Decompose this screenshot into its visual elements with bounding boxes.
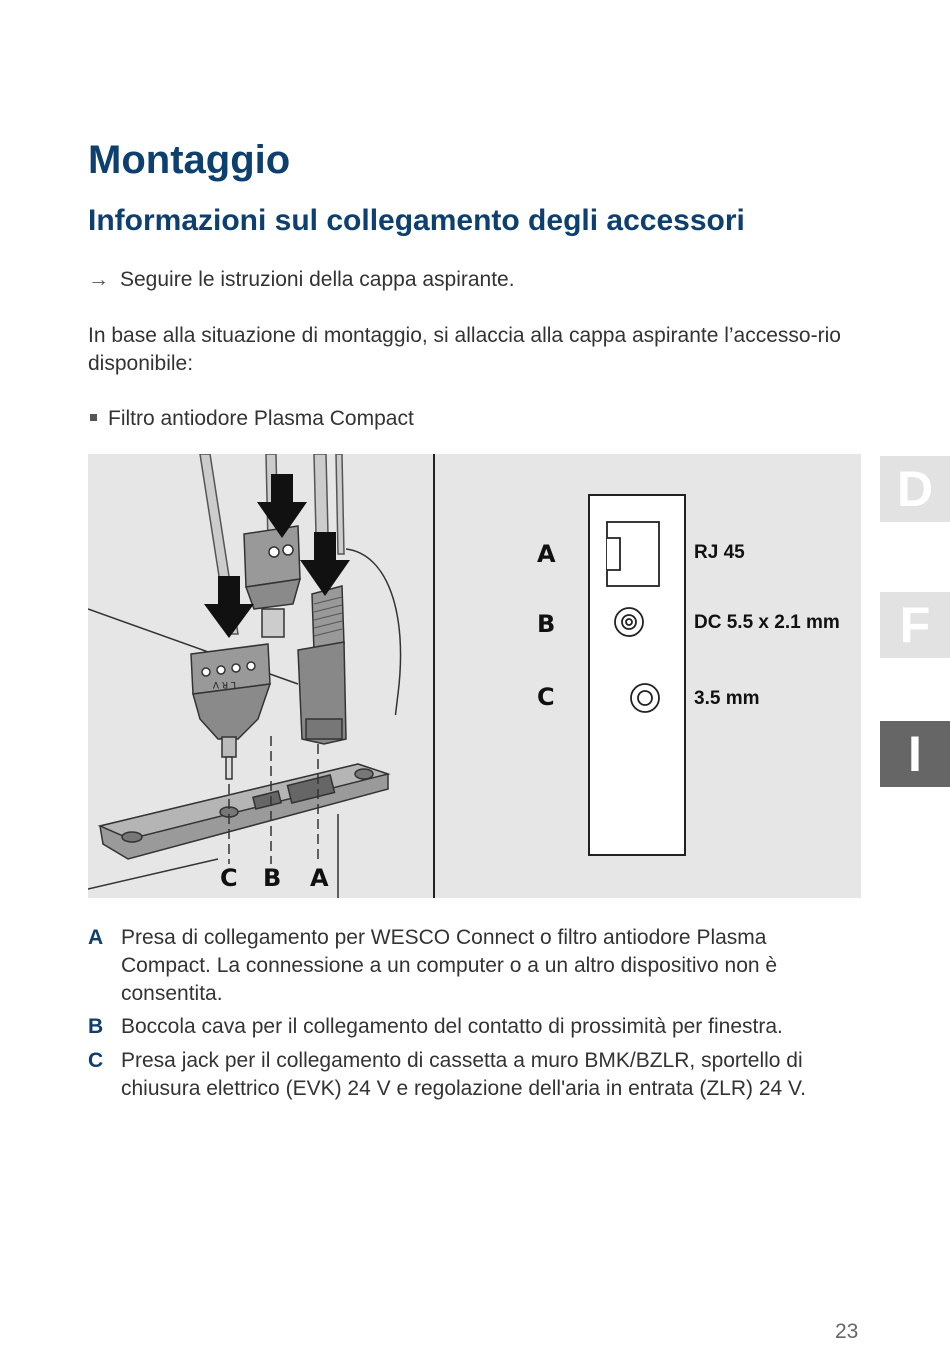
panel-key-a: A [537,540,556,568]
connection-illustration [88,454,861,898]
panel-key-c: C [537,683,555,711]
language-tab-d[interactable] [880,456,950,522]
legend-text: Presa di collegamento per WESCO Connect o filtro antiodore Plasma Compact. La connessione a un computer o a un altro dispositivo non è consentita. [121,926,778,1005]
legend-key: B [88,1015,104,1038]
label-b: B [263,864,282,892]
plug-pin-labels: L R V [212,679,236,689]
legend-text: Presa jack per il collegamento di cassetta a muro BMK/BZLR, sportello di chiusura elettrico (EVK) 24 V e regolazione dell'aria in entrata (ZLR) 24 V. [121,1049,806,1100]
legend-key: A [88,926,104,949]
instruction-text: Seguire le istruzioni della cappa aspirante. [120,268,515,291]
connection-figure [88,454,861,898]
legend-item [88,924,858,1008]
rj45-socket-icon [607,522,659,586]
legend-item [88,1013,858,1041]
dc-socket-icon [615,608,643,636]
arrow-down-icon [257,474,307,538]
legend-item [88,1047,858,1103]
bullet-item [88,405,414,433]
language-tab-f[interactable] [880,592,950,658]
legend-key: C [88,1049,104,1072]
language-tab-i[interactable] [880,721,950,787]
dc-plug [244,526,300,637]
label-a: A [310,864,329,892]
tab-label: D [896,461,934,517]
panel-label-b: DC 5.5 x 2.1 mm [694,612,840,633]
page-title: Montaggio [88,138,291,182]
label-c: C [220,864,238,892]
section-title: Informazioni sul collegamento degli accessori [88,204,745,237]
rj45-plug [298,586,346,744]
bullet-text: Filtro antiodore Plasma Compact [108,407,414,430]
panel-label-a: RJ 45 [694,542,745,563]
tab-label: I [908,726,922,782]
legend-text: Boccola cava per il collegamento del contatto di prossimità per finestra. [121,1015,783,1038]
tab-label: F [899,597,931,653]
page-number: 23 [835,1320,859,1343]
panel-key-b: B [537,610,556,638]
instruction-line [88,266,515,294]
panel-label-c: 3.5 mm [694,688,760,709]
arrow-right-icon: → [88,268,109,291]
bullet-square-icon [90,414,97,421]
intro-paragraph: In base alla situazione di montaggio, si allaccia alla cappa aspirante l’accesso-rio disponibile: [88,324,841,375]
audio-jack-icon [631,684,659,712]
